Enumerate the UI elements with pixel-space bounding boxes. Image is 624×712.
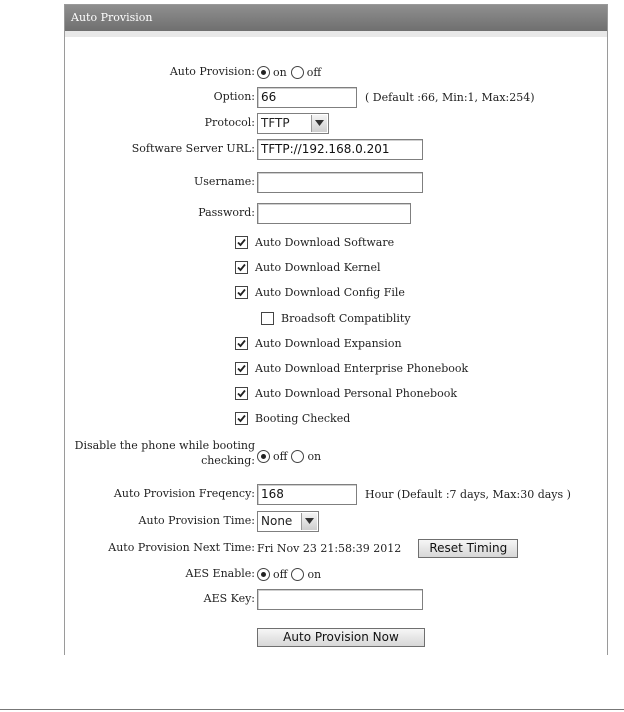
auto-download-software-item — [235, 231, 394, 253]
next-time-value: Fri Nov 23 21:58:39 2012 — [257, 541, 402, 555]
chevron-down-icon[interactable] — [311, 115, 327, 132]
panel-header-divider — [65, 31, 607, 37]
enterprise-phonebook-label: Auto Download Enterprise Phonebook — [255, 361, 469, 375]
auto-provision-row — [65, 60, 607, 84]
next-time-row — [65, 536, 607, 560]
auto-download-config-item — [235, 281, 405, 303]
disable-phone-off-label: off — [273, 449, 288, 463]
provision-now-row — [65, 625, 607, 649]
protocol-label: Protocol: — [204, 116, 255, 129]
auto-provision-off-radio[interactable] — [291, 66, 304, 79]
server-url-row — [65, 137, 607, 161]
aes-key-row — [65, 587, 607, 611]
booting-checked-label: Booting Checked — [255, 411, 351, 425]
auto-download-software-label: Auto Download Software — [255, 235, 395, 249]
auto-provision-radios — [257, 61, 325, 83]
auto-download-expansion-item — [235, 332, 402, 354]
checkbox-row — [65, 306, 607, 330]
auto-download-config-label: Auto Download Config File — [255, 285, 405, 299]
aes-enable-radios — [257, 563, 325, 585]
provision-time-row — [65, 509, 607, 533]
frequency-label: Auto Provision Freqency: — [113, 487, 255, 500]
checkbox-row — [65, 381, 607, 405]
checkbox-row — [65, 255, 607, 279]
provision-time-select[interactable] — [257, 511, 319, 532]
broadsoft-item — [261, 307, 411, 329]
disable-phone-on-radio[interactable] — [291, 450, 304, 463]
server-url-input[interactable]: TFTP://192.168.0.201 — [257, 139, 423, 160]
disable-phone-label-line1: Disable the phone while booting — [74, 439, 255, 452]
disable-phone-row — [65, 436, 607, 476]
aes-enable-on-label: on — [307, 567, 322, 581]
disable-phone-label — [75, 438, 255, 468]
enterprise-phonebook-item — [235, 357, 468, 379]
personal-phonebook-item — [235, 382, 457, 404]
aes-enable-on-radio[interactable] — [291, 568, 304, 581]
auto-provision-on-label: on — [273, 65, 287, 79]
option-control — [257, 86, 535, 108]
aes-key-label: AES Key: — [203, 592, 255, 605]
aes-key-input[interactable] — [257, 589, 423, 610]
username-label: Username: — [194, 175, 255, 188]
disable-phone-radios — [257, 445, 325, 467]
next-time-label: Auto Provision Next Time: — [108, 541, 255, 554]
checkbox-row — [65, 230, 607, 254]
panel-title: Auto Provision — [65, 5, 607, 31]
provision-time-value: None — [261, 514, 293, 528]
auto-download-kernel-item — [235, 256, 381, 278]
broadsoft-checkbox[interactable] — [261, 312, 274, 325]
enterprise-phonebook-checkbox[interactable] — [235, 362, 248, 375]
provision-time-control — [257, 510, 319, 532]
auto-download-expansion-checkbox[interactable] — [235, 337, 248, 350]
next-time-control — [257, 537, 518, 559]
frequency-input[interactable]: 168 — [257, 484, 357, 505]
auto-provision-label: Auto Provision: — [169, 65, 255, 78]
auto-download-software-checkbox[interactable] — [235, 236, 248, 249]
username-input[interactable] — [257, 172, 423, 193]
provision-now-control — [257, 626, 425, 648]
personal-phonebook-label: Auto Download Personal Phonebook — [255, 386, 458, 400]
auto-download-expansion-label: Auto Download Expansion — [255, 336, 402, 350]
aes-key-control — [257, 588, 423, 610]
aes-enable-off-label: off — [273, 567, 288, 581]
password-control — [257, 202, 411, 224]
option-row — [65, 85, 607, 109]
page-divider — [0, 709, 624, 710]
frequency-hint: Hour (Default :7 days, Max:30 days ) — [365, 487, 571, 501]
username-control — [257, 171, 423, 193]
disable-phone-label-line2: checking: — [201, 454, 255, 467]
auto-download-kernel-label: Auto Download Kernel — [255, 260, 381, 274]
option-input[interactable]: 66 — [257, 87, 357, 108]
protocol-control — [257, 112, 329, 134]
aes-enable-row — [65, 562, 607, 586]
password-row — [65, 201, 607, 225]
password-input[interactable] — [257, 203, 411, 224]
protocol-row — [65, 111, 607, 135]
checkbox-row — [65, 280, 607, 304]
option-label: Option: — [213, 90, 255, 103]
broadsoft-label: Broadsoft Compatiblity — [281, 311, 411, 325]
username-row — [65, 170, 607, 194]
auto-download-config-checkbox[interactable] — [235, 286, 248, 299]
booting-checked-checkbox[interactable] — [235, 412, 248, 425]
frequency-control — [257, 483, 571, 505]
reset-timing-button[interactable]: Reset Timing — [418, 539, 518, 558]
protocol-select[interactable] — [257, 113, 329, 134]
aes-enable-label: AES Enable: — [185, 567, 255, 580]
checkbox-row — [65, 331, 607, 355]
booting-checked-item — [235, 407, 350, 429]
option-hint: ( Default :66, Min:1, Max:254) — [365, 90, 535, 104]
personal-phonebook-checkbox[interactable] — [235, 387, 248, 400]
auto-download-kernel-checkbox[interactable] — [235, 261, 248, 274]
auto-provision-now-button[interactable]: Auto Provision Now — [257, 628, 425, 647]
disable-phone-on-label: on — [307, 449, 322, 463]
password-label: Password: — [198, 206, 255, 219]
provision-time-label: Auto Provision Time: — [138, 514, 255, 527]
aes-enable-off-radio[interactable] — [257, 568, 270, 581]
auto-provision-off-label: off — [306, 65, 322, 79]
server-url-label: Software Server URL: — [131, 142, 255, 155]
server-url-control — [257, 138, 423, 160]
auto-provision-on-radio[interactable] — [257, 66, 270, 79]
disable-phone-off-radio[interactable] — [257, 450, 270, 463]
checkbox-row — [65, 356, 607, 380]
chevron-down-icon[interactable] — [301, 513, 317, 530]
checkbox-row — [65, 406, 607, 430]
auto-provision-panel — [64, 4, 608, 655]
protocol-value: TFTP — [261, 116, 290, 130]
frequency-row — [65, 482, 607, 506]
